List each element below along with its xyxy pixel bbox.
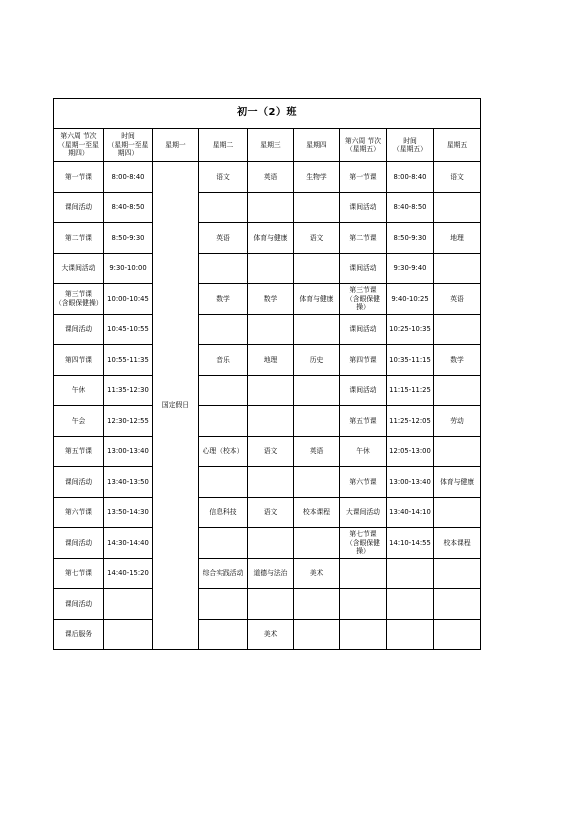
friday-cell [434, 192, 481, 223]
monday-holiday-cell: 国定假日 [153, 162, 199, 650]
fri-time-cell: 11:25-12:05 [387, 406, 434, 437]
thursday-cell: 校本课程 [294, 497, 340, 528]
fri-time-cell: 8:40-8:50 [387, 192, 434, 223]
thursday-cell [294, 528, 340, 559]
friday-cell: 劳动 [434, 406, 481, 437]
wednesday-cell [248, 192, 294, 223]
table-row [54, 528, 481, 559]
table-row [54, 223, 481, 254]
tuesday-cell: 信息科技 [199, 497, 248, 528]
time-cell: 13:50-14:30 [104, 497, 153, 528]
wednesday-cell [248, 528, 294, 559]
fri-period-cell: 大课间活动 [340, 497, 387, 528]
period-cell: 午休 [54, 375, 104, 406]
fri-time-cell [387, 589, 434, 620]
friday-cell [434, 253, 481, 284]
header-period-mon-thu: 第六周 节次 （星期一至星期四） [54, 129, 104, 162]
table-row [54, 253, 481, 284]
fri-time-cell: 9:30-9:40 [387, 253, 434, 284]
tuesday-cell [199, 467, 248, 498]
header-friday: 星期五 [434, 129, 481, 162]
fri-time-cell [387, 558, 434, 589]
wednesday-cell [248, 314, 294, 345]
thursday-cell: 英语 [294, 436, 340, 467]
tuesday-cell: 音乐 [199, 345, 248, 376]
time-cell: 10:55-11:35 [104, 345, 153, 376]
period-cell: 课间活动 [54, 314, 104, 345]
table-row [54, 162, 481, 193]
header-time-fri: 时间 （星期五） [387, 129, 434, 162]
thursday-cell [294, 589, 340, 620]
friday-cell: 语文 [434, 162, 481, 193]
time-cell: 8:50-9:30 [104, 223, 153, 254]
period-cell: 大课间活动 [54, 253, 104, 284]
table-row [54, 467, 481, 498]
tuesday-cell: 数学 [199, 284, 248, 315]
time-cell: 10:00-10:45 [104, 284, 153, 315]
fri-period-cell [340, 619, 387, 650]
time-cell [104, 619, 153, 650]
thursday-cell [294, 314, 340, 345]
tuesday-cell [199, 406, 248, 437]
thursday-cell [294, 406, 340, 437]
tuesday-cell [199, 619, 248, 650]
tuesday-cell [199, 253, 248, 284]
time-cell: 11:35-12:30 [104, 375, 153, 406]
period-cell: 第五节课 [54, 436, 104, 467]
thursday-cell [294, 192, 340, 223]
tuesday-cell: 英语 [199, 223, 248, 254]
table-row [54, 619, 481, 650]
period-cell: 课间活动 [54, 528, 104, 559]
table-row [54, 589, 481, 620]
period-cell: 第七节课 [54, 558, 104, 589]
table-row [54, 497, 481, 528]
header-time-mon-thu: 时间 （星期一至星期四） [104, 129, 153, 162]
fri-time-cell: 12:05-13:00 [387, 436, 434, 467]
time-cell: 12:30-12:55 [104, 406, 153, 437]
tuesday-cell: 综合实践活动 [199, 558, 248, 589]
wednesday-cell: 体育与健康 [248, 223, 294, 254]
table-row [54, 345, 481, 376]
time-cell: 13:40-13:50 [104, 467, 153, 498]
fri-time-cell: 13:40-14:10 [387, 497, 434, 528]
thursday-cell [294, 253, 340, 284]
header-monday: 星期一 [153, 129, 199, 162]
fri-period-cell: 第三节课 （含眼保健操） [340, 284, 387, 315]
thursday-cell: 生物学 [294, 162, 340, 193]
tuesday-cell [199, 528, 248, 559]
period-cell: 课间活动 [54, 467, 104, 498]
fri-time-cell: 9:40-10:25 [387, 284, 434, 315]
class-title: 初一（2）班 [54, 99, 481, 129]
wednesday-cell: 语文 [248, 497, 294, 528]
wednesday-cell: 英语 [248, 162, 294, 193]
fri-time-cell: 8:00-8:40 [387, 162, 434, 193]
time-cell: 9:30-10:00 [104, 253, 153, 284]
friday-cell [434, 436, 481, 467]
table-row [54, 284, 481, 315]
wednesday-cell [248, 253, 294, 284]
time-cell: 8:00-8:40 [104, 162, 153, 193]
fri-time-cell: 10:35-11:15 [387, 345, 434, 376]
friday-cell: 英语 [434, 284, 481, 315]
time-cell: 14:30-14:40 [104, 528, 153, 559]
friday-cell: 数学 [434, 345, 481, 376]
table-row [54, 314, 481, 345]
fri-period-cell: 第一节课 [340, 162, 387, 193]
fri-time-cell [387, 619, 434, 650]
period-cell: 课后服务 [54, 619, 104, 650]
wednesday-cell: 语文 [248, 436, 294, 467]
thursday-cell [294, 619, 340, 650]
fri-period-cell: 第六节课 [340, 467, 387, 498]
wednesday-cell [248, 406, 294, 437]
header-thursday: 星期四 [294, 129, 340, 162]
table-row [54, 192, 481, 223]
thursday-cell: 美术 [294, 558, 340, 589]
fri-time-cell: 11:15-11:25 [387, 375, 434, 406]
friday-cell [434, 558, 481, 589]
fri-period-cell [340, 558, 387, 589]
fri-period-cell: 第五节课 [340, 406, 387, 437]
period-cell: 第六节课 [54, 497, 104, 528]
fri-period-cell: 课间活动 [340, 375, 387, 406]
tuesday-cell [199, 192, 248, 223]
header-wednesday: 星期三 [248, 129, 294, 162]
fri-time-cell: 13:00-13:40 [387, 467, 434, 498]
tuesday-cell [199, 589, 248, 620]
table-row [54, 558, 481, 589]
thursday-cell [294, 467, 340, 498]
title-row [54, 99, 481, 129]
fri-period-cell [340, 589, 387, 620]
fri-time-cell: 10:25-10:35 [387, 314, 434, 345]
friday-cell [434, 589, 481, 620]
fri-period-cell: 第四节课 [340, 345, 387, 376]
fri-time-cell: 14:10-14:55 [387, 528, 434, 559]
wednesday-cell: 美术 [248, 619, 294, 650]
friday-cell [434, 619, 481, 650]
table-row [54, 406, 481, 437]
friday-cell [434, 375, 481, 406]
wednesday-cell [248, 375, 294, 406]
period-cell: 第二节课 [54, 223, 104, 254]
wednesday-cell [248, 467, 294, 498]
period-cell: 第四节课 [54, 345, 104, 376]
fri-time-cell: 8:50-9:30 [387, 223, 434, 254]
header-row [54, 129, 481, 162]
fri-period-cell: 课间活动 [340, 192, 387, 223]
wednesday-cell: 道德与法治 [248, 558, 294, 589]
tuesday-cell: 语文 [199, 162, 248, 193]
wednesday-cell: 地理 [248, 345, 294, 376]
period-cell: 午会 [54, 406, 104, 437]
table-row [54, 375, 481, 406]
friday-cell: 校本课程 [434, 528, 481, 559]
fri-period-cell: 第二节课 [340, 223, 387, 254]
friday-cell [434, 314, 481, 345]
fri-period-cell: 第七节课 （含眼保健操） [340, 528, 387, 559]
class-schedule-table [53, 98, 481, 650]
period-cell: 课间活动 [54, 589, 104, 620]
period-cell: 第一节课 [54, 162, 104, 193]
fri-period-cell: 午休 [340, 436, 387, 467]
tuesday-cell: 心理（校本） [199, 436, 248, 467]
time-cell: 14:40-15:20 [104, 558, 153, 589]
time-cell: 13:00-13:40 [104, 436, 153, 467]
tuesday-cell [199, 375, 248, 406]
friday-cell: 体育与健康 [434, 467, 481, 498]
tuesday-cell [199, 314, 248, 345]
friday-cell [434, 497, 481, 528]
fri-period-cell: 课间活动 [340, 253, 387, 284]
thursday-cell [294, 375, 340, 406]
time-cell: 10:45-10:55 [104, 314, 153, 345]
period-cell: 课间活动 [54, 192, 104, 223]
header-tuesday: 星期二 [199, 129, 248, 162]
time-cell [104, 589, 153, 620]
wednesday-cell: 数学 [248, 284, 294, 315]
thursday-cell: 体育与健康 [294, 284, 340, 315]
header-period-fri: 第六周 节次 （星期五） [340, 129, 387, 162]
thursday-cell: 历史 [294, 345, 340, 376]
time-cell: 8:40-8:50 [104, 192, 153, 223]
friday-cell: 地理 [434, 223, 481, 254]
fri-period-cell: 课间活动 [340, 314, 387, 345]
table-row [54, 436, 481, 467]
period-cell: 第三节课 （含眼保健操） [54, 284, 104, 315]
thursday-cell: 语文 [294, 223, 340, 254]
wednesday-cell [248, 589, 294, 620]
